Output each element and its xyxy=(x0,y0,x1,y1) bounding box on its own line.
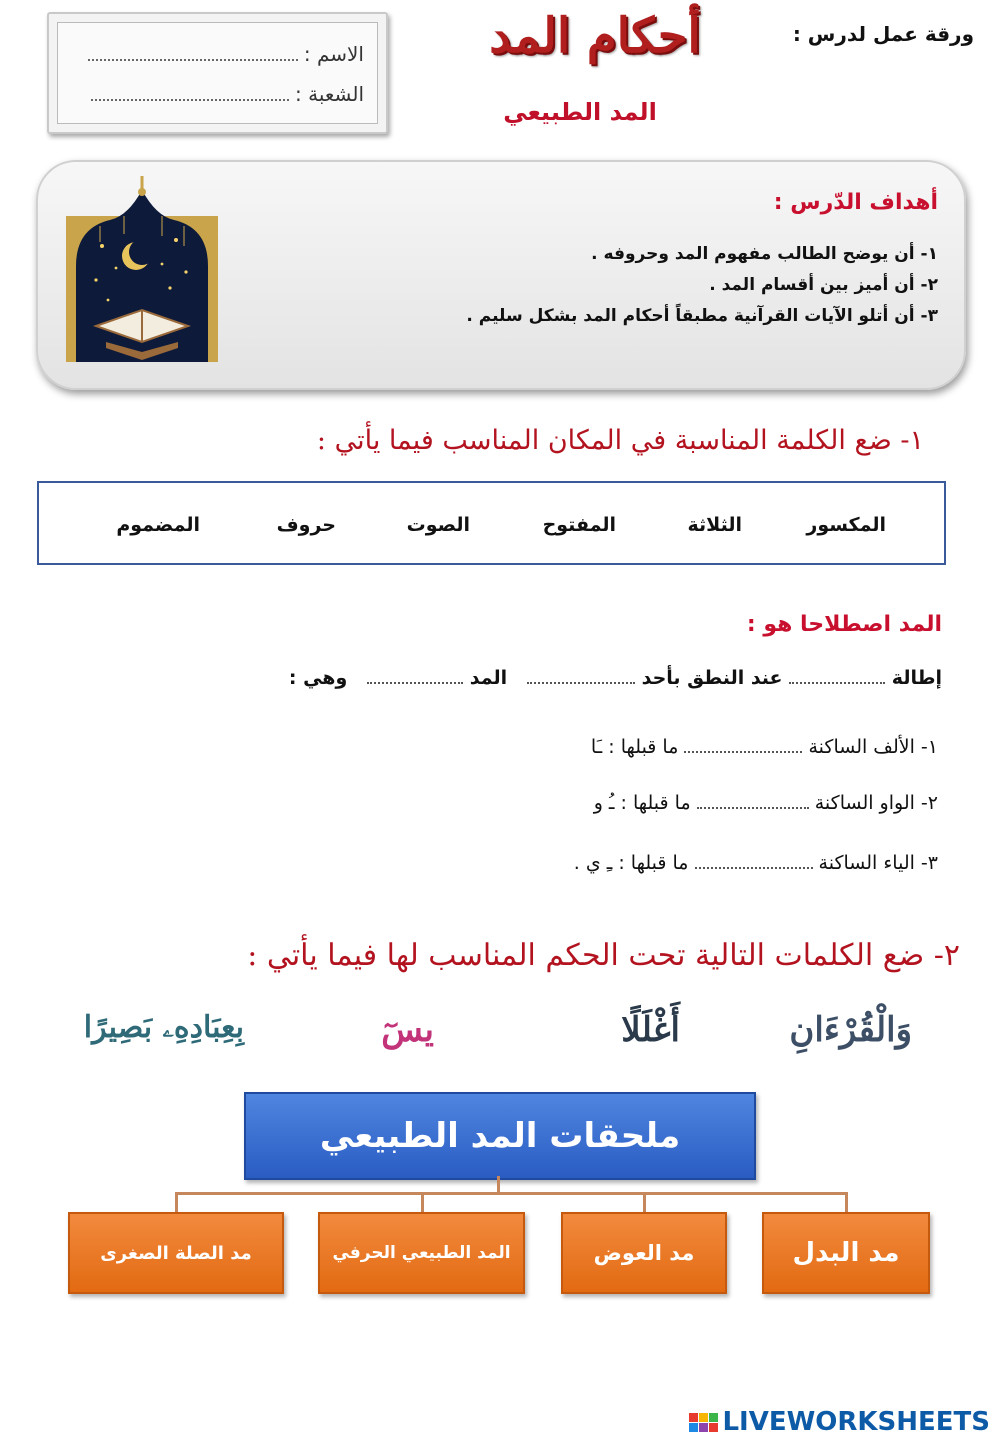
page-subtitle: المد الطبيعي xyxy=(503,98,657,126)
madd-letter-item xyxy=(574,852,938,874)
item-label: ٣- الياء الساكنة xyxy=(818,852,938,874)
definition-word: المد xyxy=(469,667,508,689)
bank-word[interactable]: الصوت xyxy=(406,514,470,536)
bank-word[interactable]: الثلاثة xyxy=(687,514,742,536)
goals-title: أهداف الدّرس : xyxy=(773,190,938,215)
item-example: ـَا xyxy=(590,736,603,758)
root-node: ملحقات المد الطبيعي xyxy=(244,1092,756,1180)
child-node-sila[interactable]: مد الصلة الصغرى xyxy=(68,1212,284,1294)
definition-word: عند النطق بأحد xyxy=(641,667,783,689)
section-field-row xyxy=(91,82,364,106)
page-title: أحكام المد xyxy=(489,8,701,64)
section-label: الشعبة : xyxy=(295,82,364,106)
connector-line xyxy=(497,1176,500,1193)
blank-2[interactable] xyxy=(527,672,635,684)
definition-word: وهي : xyxy=(288,667,348,689)
blank-1[interactable] xyxy=(789,672,885,684)
child-node-harfi[interactable]: المد الطبيعي الحرفي xyxy=(318,1212,525,1294)
name-label: الاسم : xyxy=(303,42,364,66)
brand-footer xyxy=(689,1407,990,1437)
item-after: ما قبلها : xyxy=(620,792,691,814)
item-label: ١- الألف الساكنة xyxy=(808,736,938,758)
mosque-quran-icon xyxy=(66,176,218,362)
item-example: ـُ و xyxy=(593,792,615,814)
bank-word[interactable]: حروف xyxy=(276,514,336,536)
item-label: ٢- الواو الساكنة xyxy=(814,792,938,814)
quranic-word[interactable]: أَغْلَلًا xyxy=(621,1010,680,1050)
item-blank[interactable] xyxy=(697,797,809,809)
bank-word[interactable]: المفتوح xyxy=(542,514,616,536)
bank-word[interactable]: المضموم xyxy=(116,514,200,536)
connector-line xyxy=(845,1192,848,1212)
definition-line xyxy=(289,667,942,689)
definition-title: المد اصطلاحا هو : xyxy=(746,612,942,637)
child-node-iwad[interactable]: مد العوض xyxy=(561,1212,727,1294)
madd-letter-item xyxy=(594,792,938,814)
quranic-word[interactable]: وَالْقُرْءَانِ xyxy=(789,1010,912,1050)
definition-word: إطالة xyxy=(891,667,942,689)
brand-name: LIVEWORKSHEETS xyxy=(722,1407,990,1437)
madd-letter-item xyxy=(591,736,938,758)
goal-item-1: ١- أن يوضح الطالب مفهوم المد وحروفه . xyxy=(591,244,938,264)
worksheet-label: ورقة عمل لدرس : xyxy=(792,22,974,46)
brand-logo-icon xyxy=(689,1413,718,1432)
question-1-heading: ١- ضع الكلمة المناسبة في المكان المناسب فيما يأتي : xyxy=(316,425,924,456)
child-node-badal[interactable]: مد البدل xyxy=(762,1212,930,1294)
connector-line xyxy=(643,1192,646,1212)
item-example: ـِ ي . xyxy=(573,852,613,874)
item-after: ما قبلها : xyxy=(608,736,679,758)
goal-item-3: ٣- أن أتلو الآيات القرآنية مطبقاً أحكام المد بشكل سليم . xyxy=(466,306,938,326)
quranic-word[interactable]: يسٓ xyxy=(381,1010,434,1050)
question-2-heading: ٢- ضع الكلمات التالية تحت الحكم المناسب لها فيما يأتي : xyxy=(247,938,960,973)
quranic-word[interactable]: بِعِبَادِهِۦ بَصِيرًا xyxy=(83,1010,244,1045)
connector-line xyxy=(421,1192,424,1212)
item-after: ما قبلها : xyxy=(618,852,689,874)
connector-line xyxy=(175,1192,178,1212)
student-info-box xyxy=(47,12,388,134)
blank-3[interactable] xyxy=(367,672,463,684)
name-field-row xyxy=(88,42,364,66)
section-input-line[interactable] xyxy=(91,89,289,101)
connector-line xyxy=(175,1192,847,1195)
item-blank[interactable] xyxy=(695,857,813,869)
goal-item-2: ٢- أن أميز بين أقسام المد . xyxy=(709,275,938,295)
item-blank[interactable] xyxy=(684,741,802,753)
name-input-line[interactable] xyxy=(88,49,298,61)
bank-word[interactable]: المكسور xyxy=(806,514,886,536)
